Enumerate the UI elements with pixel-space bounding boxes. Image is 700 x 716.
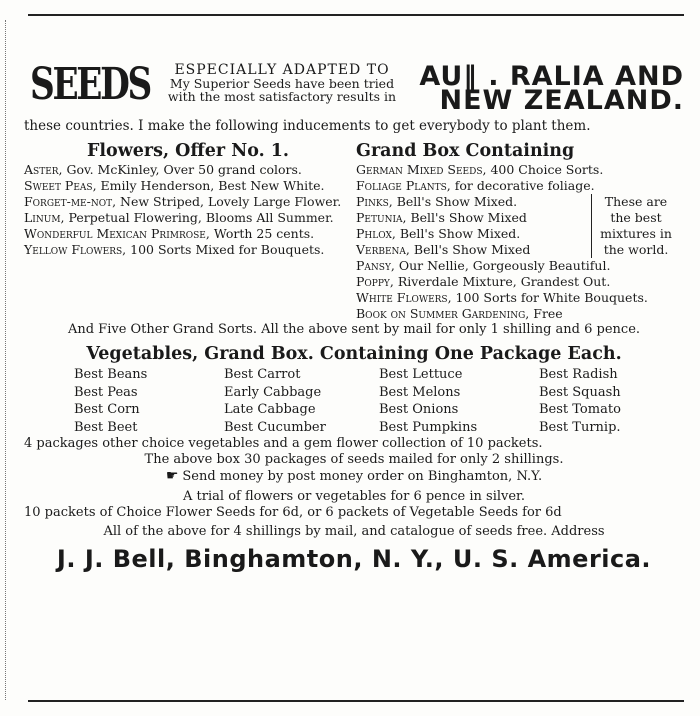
item-text: Free [533,306,563,321]
item-name: Book on Summer Gardening, [356,306,530,321]
vegetable-item: Late Cabbage [224,402,316,417]
list-item [24,210,352,226]
list-item [24,178,352,194]
other-sorts-line: And Five Other Grand Sorts. All the above sent by mail for only 1 shilling and 6 pence. [67,322,641,337]
flowers-list [24,162,352,258]
vegetable-item: Best Melons [379,384,461,400]
vegetable-item: Best Beet [74,419,138,435]
item-text: Bell's Show Mixed [413,242,531,257]
grandbox-column [352,140,684,322]
item-text: 400 Choice Sorts. [490,162,604,177]
address-footer: J. J. Bell, Binghamton, N. Y., U. S. America. [56,545,652,573]
item-name: Pansy, [356,258,395,273]
item-name: Poppy, [356,274,394,289]
item-name: Pinks, [356,194,393,209]
tried-line: My Superior Seeds have been tried [169,76,395,91]
list-item [356,306,684,322]
list-item [24,194,352,210]
item-name: Sweet Peas, [24,178,97,193]
item-text: Gov. McKinley, Over 50 grand colors. [66,162,302,177]
vegetable-item: Early Cabbage [224,384,322,400]
list-item [356,258,684,274]
item-name: German Mixed Seeds, [356,162,487,177]
flowers-column [24,140,352,322]
item-name: Forget-me-not, [24,194,117,209]
item-text: Perpetual Flowering, Blooms All Summer. [68,210,334,225]
vegetable-item: Best Squash [539,384,621,400]
list-item [24,242,352,258]
margin-dotted-line [5,20,6,700]
vegetable-item: Best Corn [74,402,140,417]
grandbox-bottom-list [356,258,684,322]
seed-advertisement [24,56,684,576]
item-name: Yellow Flowers, [24,242,127,257]
money-line-text: Send money by post money order on Binghamton, N.Y. [182,469,543,484]
vegetables-grid [24,366,684,436]
vegetable-item: Best Turnip. [539,419,621,435]
item-name: Aster, [24,162,63,177]
item-text: Worth 25 cents. [213,226,315,241]
item-text: Emily Henderson, Best New White. [100,178,325,193]
item-text: Bell's Show Mixed. [396,194,518,209]
offer-columns [24,140,684,322]
top-rule [28,14,684,16]
item-text: 100 Sorts Mixed for Bouquets. [130,242,325,257]
results-line: with the most satisfactory results in [167,89,397,104]
bottom-rule [28,700,684,702]
item-name: Verbena, [356,242,410,257]
money-line [24,468,684,485]
pointing-hand-icon: ☛ [165,468,179,484]
bracket-items [356,194,592,258]
country-australia: AU‖ . RALIA AND [419,61,684,92]
vegetable-item: Best Peas [74,384,138,400]
intro-text: these countries. I make the following inducements to get everybody to plant them. [24,118,591,134]
bracket-note: These are the best mixtures in the world. [600,194,672,257]
vegetable-item: Best Radish [539,367,618,382]
packages-line: 4 packages other choice vegetables and a gem flower collection of 10 packets. [24,436,543,451]
packets10-line: 10 packets of Choice Flower Seeds for 6d, or 6 packets of Vegetable Seeds for 6d [24,505,562,520]
country-new-zealand: NEW ZEALAND. [439,85,684,116]
item-text: New Striped, Lovely Large Flower. [120,194,342,209]
grandbox-top-list [356,162,684,194]
grandbox-title: Grand Box Containing [356,141,575,161]
item-name: White Flowers, [356,290,452,305]
adapted-line: ESPECIALLY ADAPTED TO [174,62,390,78]
seeds-headline: SEEDS [30,59,150,110]
item-text: for decorative foliage. [454,178,595,193]
item-text: Our Nellie, Gorgeously Beautiful. [398,258,611,273]
ad-header [24,56,684,122]
list-item [356,226,591,242]
item-text: Bell's Show Mixed. [399,226,521,241]
vegetable-item: Best Pumpkins [379,419,478,435]
list-item [24,226,352,242]
item-name: Linum, [24,210,65,225]
list-item [356,210,591,226]
list-item [356,178,684,194]
bracket-group [356,194,684,258]
item-text: 100 Sorts for White Bouquets. [455,290,648,305]
list-item [356,274,684,290]
item-name: Foliage Plants, [356,178,451,193]
list-item [356,290,684,306]
all-line: All of the above for 4 shillings by mail, and catalogue of seeds free. Address [103,524,605,539]
box30-line: The above box 30 packages of seeds mailed for only 2 shillings. [144,452,564,467]
list-item [24,162,352,178]
vegetable-item: Best Cucumber [224,419,326,435]
list-item [356,194,591,210]
item-text: Bell's Show Mixed [410,210,527,225]
vegetable-item: Best Onions [379,402,459,417]
vegetable-item: Best Carrot [224,367,301,382]
list-item [356,242,591,258]
vegetables-title: Vegetables, Grand Box. Containing One Package Each. [86,344,622,364]
item-name: Petunia, [356,210,407,225]
item-name: Wonderful Mexican Primrose, [24,226,210,241]
item-name: Phlox, [356,226,396,241]
vegetable-item: Best Tomato [539,402,621,417]
flowers-title: Flowers, Offer No. 1. [86,141,290,161]
vegetable-item: Best Lettuce [379,367,463,382]
trial-line: A trial of flowers or vegetables for 6 pence in silver. [183,489,525,504]
header-middle-text [132,64,432,103]
vegetable-item: Best Beans [74,367,148,382]
item-text: Riverdale Mixture, Grandest Out. [397,274,611,289]
list-item [356,162,684,178]
